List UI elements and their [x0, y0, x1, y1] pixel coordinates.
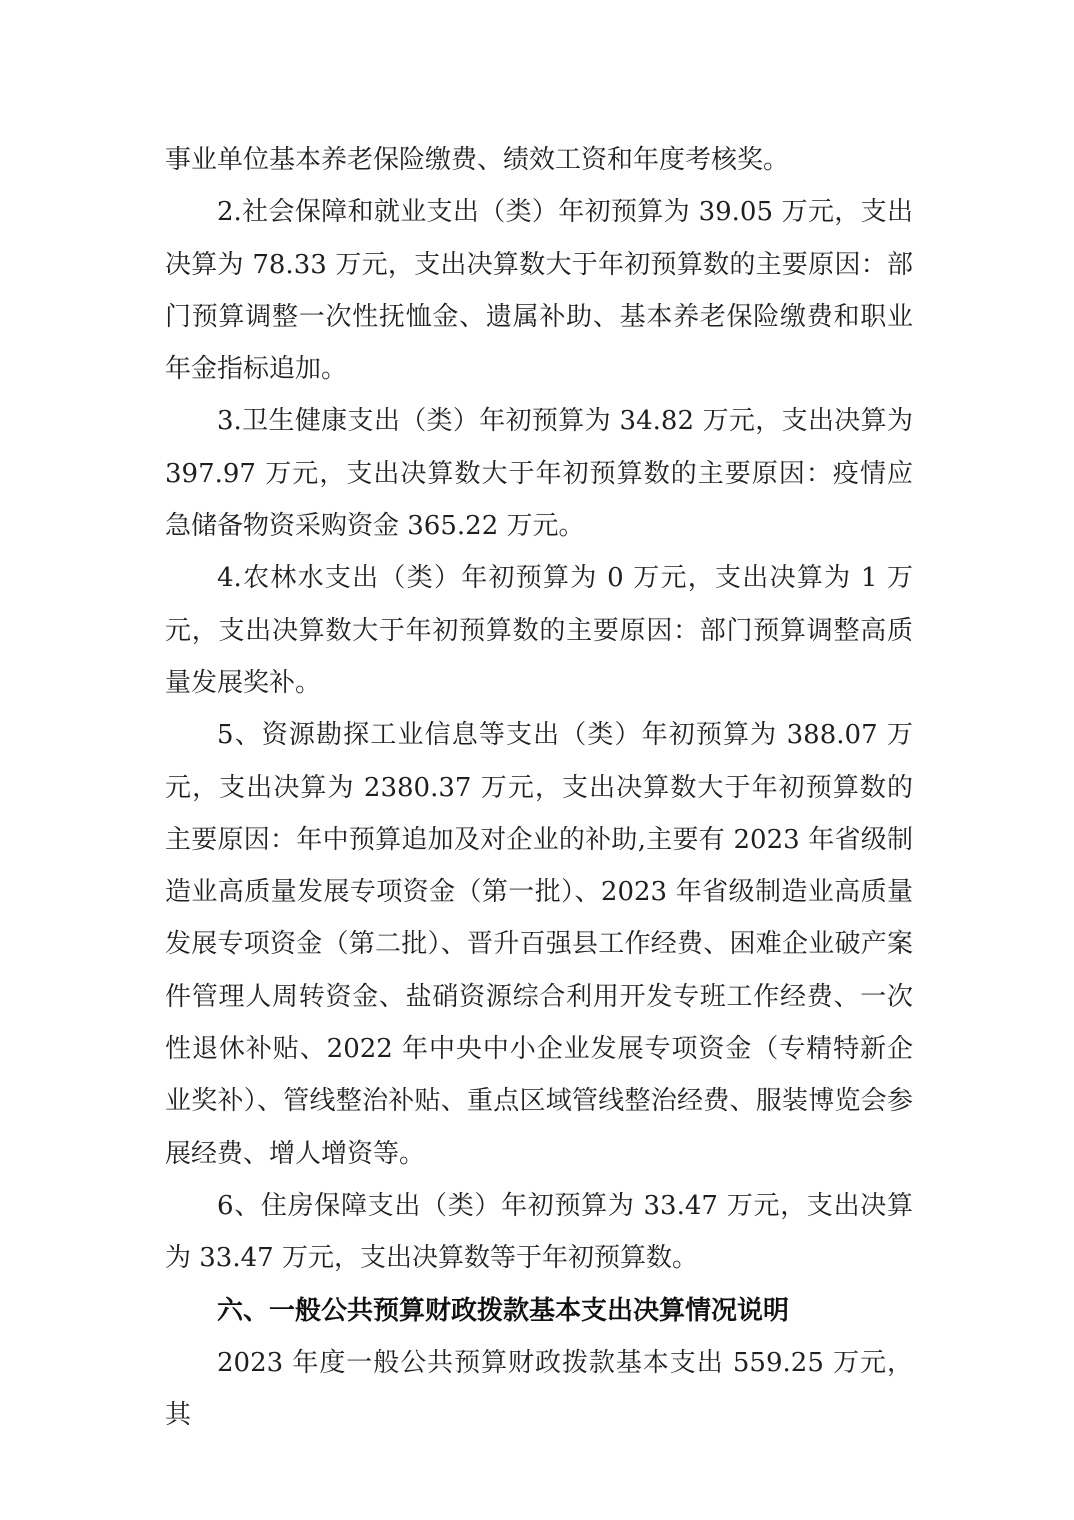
paragraph-section-intro: 2023 年度一般公共预算财政拨款基本支出 559.25 万元，其 — [165, 1347, 913, 1431]
paragraph-health: 3.卫生健康支出（类）年初预算为 34.82 万元，支出决算为 397.97 万元，支出决算数大于年初预算数的主要原因：疫情应急储备物资采购资金 365.22 万元。 — [165, 406, 913, 542]
document-body — [165, 134, 913, 1441]
section-heading: 六、一般公共预算财政拨款基本支出决算情况说明 — [217, 1295, 790, 1326]
paragraph-resources-industry: 5、资源勘探工业信息等支出（类）年初预算为 388.07 万元，支出决算为 2380.37 万元，支出决算数大于年初预算数的主要原因：年中预算追加及对企业的补助,主要有 2023 年省级制造业高质量发展专项资金（第一批）、2023 年省级制造业高质量发展专项资金（第二批）、晋升百强县工作经费、困难企业破产案件管理人周转资金、盐硝资源综合利用开发专班工作经费、一次性退休补贴、2022 年中央中小企业发展专项资金（专精特新企业奖补）、管线整治补贴、重点区域管线整治经费、服装博览会参展经费、增人增资等。 — [165, 720, 913, 1169]
paragraph-agriculture: 4.农林水支出（类）年初预算为 0 万元，支出决算为 1 万元，支出决算数大于年初预算数的主要原因：部门预算调整高质量发展奖补。 — [165, 563, 913, 698]
paragraph-continuation: 事业单位基本养老保险缴费、绩效工资和年度考核奖。 — [165, 145, 790, 175]
paragraph-housing: 6、住房保障支出（类）年初预算为 33.47 万元，支出决算为 33.47 万元，支出决算数等于年初预算数。 — [165, 1190, 913, 1274]
paragraph-social-security: 2.社会保障和就业支出（类）年初预算为 39.05 万元，支出决算为 78.33 万元，支出决算数大于年初预算数的主要原因：部门预算调整一次性抚恤金、遗属补助、基本养老保险缴费和职业年金指标追加。 — [165, 197, 913, 385]
